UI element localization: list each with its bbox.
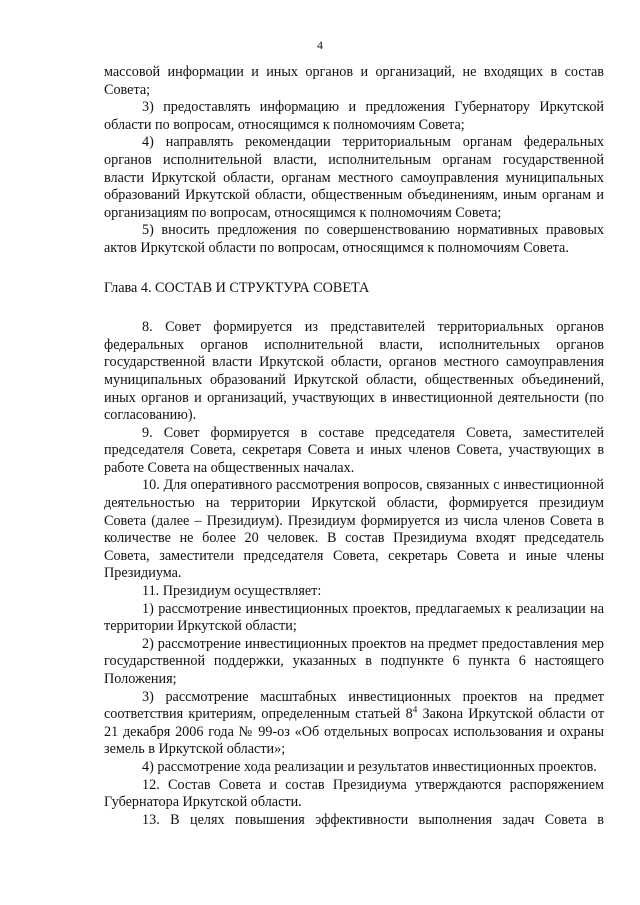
page-number: 4 [317, 38, 323, 52]
line: охраны земель в Иркутской области»; [104, 723, 604, 758]
paragraph [104, 759, 604, 777]
line: 1) рассмотрение инвестиционных проектов, предлагаемых к реализации [142, 600, 586, 617]
line: проектов. [538, 758, 597, 775]
paragraph [104, 222, 604, 257]
paragraph [104, 99, 604, 134]
line: от 21 декабря 2006 года № 99-оз «Об отдельных вопросах использования и [104, 706, 605, 740]
line: самоуправления муниципальных образований Иркутской области, [104, 354, 605, 388]
line: власти Иркутской области, органам местного самоуправления [104, 169, 499, 186]
line: 3) рассмотрение масштабных инвестиционных проектов на предмет [142, 688, 604, 705]
paragraph [104, 777, 604, 812]
line: 4) направлять рекомендации территориальным органам федеральных [142, 134, 604, 151]
line: органов исполнительной власти, исполнительным органам государственной [104, 151, 604, 168]
line: общественных объединений, иных органов и организаций, участвующих в [104, 371, 604, 406]
line: 4) рассмотрение хода реализации и результатов инвестиционных [142, 758, 535, 775]
paragraph [104, 134, 604, 222]
line: соответствия критериям, определенным статьей 8 [104, 706, 413, 723]
line: муниципальных образований Иркутской области, общественным [104, 169, 605, 204]
line: председателя Совета, секретаря Совета и иных членов Совета, участвующих [104, 442, 591, 459]
line: 9. Совет формируется в составе председателя Совета, заместителей [142, 424, 604, 441]
section-before-chapter [104, 64, 604, 258]
line: 10. Для оперативного рассмотрения вопросов, связанных с [142, 477, 500, 494]
line: Совета; [104, 81, 151, 98]
line: 12. Состав Совета и состав Президиума утверждаются распоряжением [142, 776, 604, 793]
line: области по вопросам, относящимся к полномочиям Совета; [104, 116, 465, 133]
line: 2) рассмотрение инвестиционных проектов на предмет предоставления [142, 635, 578, 652]
paragraph [104, 319, 604, 425]
line: 13. В целях повышения эффективности выполнения задач Совета в [142, 811, 604, 828]
line: 6 настоящего Положения; [104, 653, 604, 687]
paragraph [104, 636, 604, 689]
line: Губернатора Иркутской области. [104, 794, 302, 811]
paragraph [104, 583, 604, 601]
line: Совета, секретарь Совета и иные члены Президиума. [104, 547, 605, 582]
line: на территории Иркутской области; [104, 600, 605, 635]
line: 11. Президиум осуществляет: [142, 583, 322, 600]
paragraph [104, 64, 604, 99]
chapter-title: Глава 4. СОСТАВ И СТРУКТУРА СОВЕТА [104, 279, 370, 296]
line: федеральных органов исполнительной власти, исполнительных органов [104, 336, 604, 353]
line: полномочиям Совета; [369, 204, 502, 221]
line: мер государственной поддержки, указанных в подпункте 6 пункта [104, 635, 604, 670]
line: инвестиционной деятельности (по согласованию). [104, 389, 604, 424]
line: формируется из числа членов Совета в количестве не более 20 человек. В [104, 512, 605, 547]
paragraph [104, 425, 604, 478]
line: формируется президиум Совета (далее – Президиум). Президиум [104, 495, 605, 529]
paragraph [104, 601, 604, 636]
superscript: 4 [412, 704, 418, 715]
line: объединениям, иным органам и организациям по вопросам, относящимся к [104, 187, 604, 221]
line: инвестиционной деятельностью на территории Иркутской области, [104, 477, 605, 512]
section-end [104, 759, 604, 829]
line: государственной власти Иркутской области, органов местного [104, 354, 499, 371]
document-body [104, 64, 604, 829]
paragraph-11-item-3 [104, 689, 604, 759]
paragraph [104, 812, 604, 830]
line: правовых актов Иркутской области по вопросам, относящимся к [104, 222, 604, 256]
line: массовой информации и иных органов и организаций, не входящих в состав [104, 64, 604, 80]
line: 8. Совет формируется из представителей территориальных органов [142, 319, 604, 336]
line: 5) вносить предложения по совершенствованию нормативных [142, 222, 539, 239]
line: состав Президиума входят председатель Совета, заместители председателя [104, 530, 604, 564]
section-after-chapter [104, 319, 604, 688]
paragraph [104, 477, 604, 583]
line: Закона Иркутской области [417, 706, 586, 723]
line: 3) предоставлять информацию и предложения Губернатору Иркутской [142, 99, 604, 116]
line: полномочиям Совета. [437, 239, 569, 256]
line: в работе Совета на общественных началах. [104, 442, 605, 476]
